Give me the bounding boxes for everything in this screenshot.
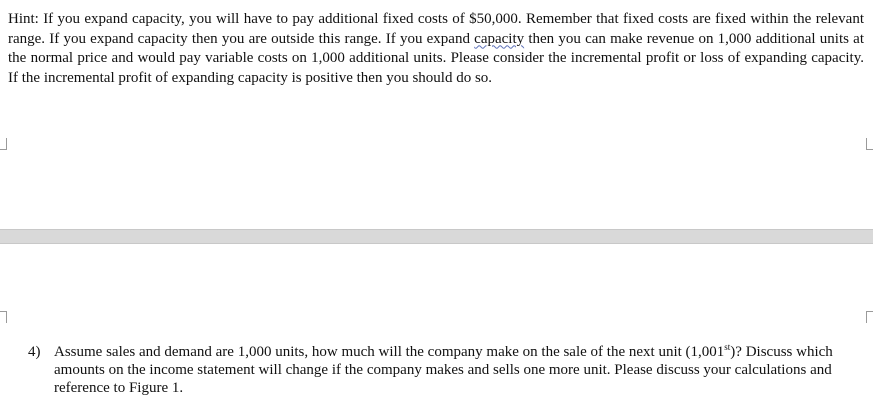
hint-text-part-1: Hint: If you expand capacity, you will have to pay additional fixed costs of $50,000. Remember that fixed costs are fixed within the relevant range. If you expand capacity then you are outside this range. If you expand	[8, 11, 864, 47]
ordinal-superscript: st	[724, 342, 731, 352]
question-text-part-2: )? Discuss which amounts on the income statement will change if the company makes and sells one more unit. Please discuss your calculations and reference to Figure 1.	[54, 344, 833, 396]
margin-corner-mark-left	[0, 311, 7, 323]
hint-text-part-2: then you can make revenue on 1,000 additional units at the normal price and would pay variable costs on 1,000 additional units. Please consider the incremental profit or loss of expanding capacity. If the incremental profit of expanding capacity is positive then you should do so.	[8, 30, 864, 86]
question-text-part-1: Assume sales and demand are 1,000 units, how much will the company make on the sale of the next unit (1,001	[54, 344, 725, 360]
margin-corner-mark-right	[866, 311, 873, 323]
margin-corner-mark-right	[866, 138, 873, 150]
spellcheck-underlined-word[interactable]: capacity	[474, 30, 525, 47]
page-break-gap	[0, 229, 873, 244]
hint-paragraph	[8, 10, 864, 88]
margin-corner-mark-left	[0, 138, 7, 150]
list-number: 4)	[28, 344, 41, 360]
question-text	[54, 343, 854, 397]
